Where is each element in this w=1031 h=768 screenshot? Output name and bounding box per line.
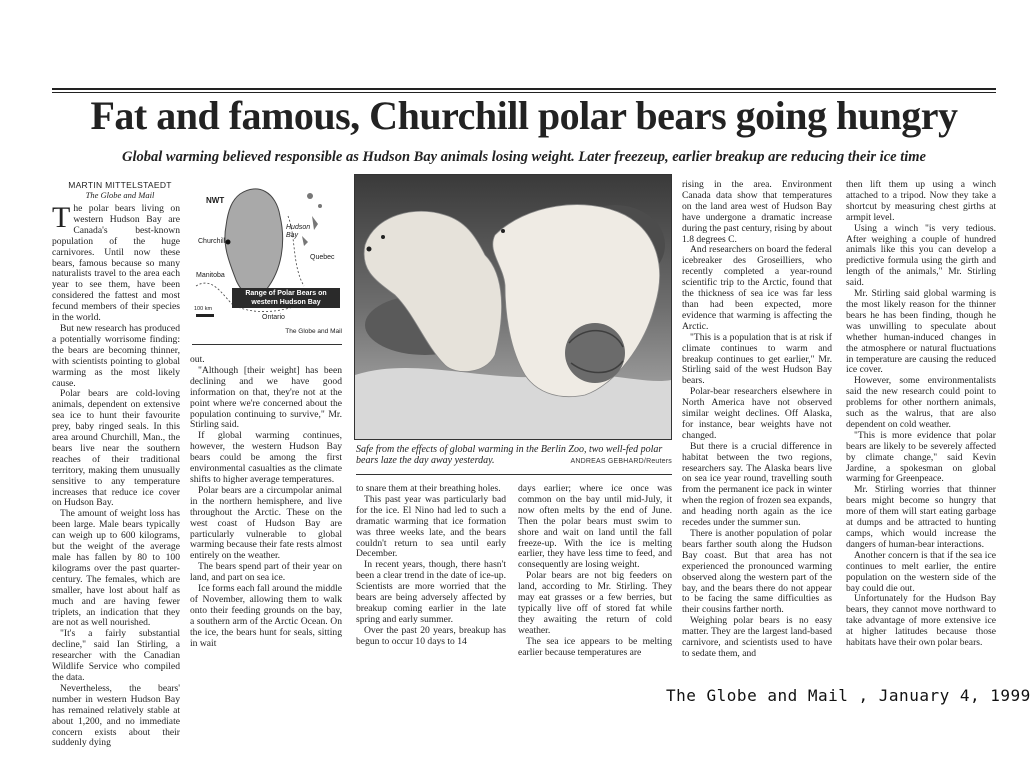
byline-publication: The Globe and Mail: [85, 190, 155, 200]
map-label-nwt: NWT: [206, 196, 225, 205]
paragraph: rising in the area. Environment Canada data show that temperatures on the land area west of Hudson Bay have undergone a dramatic increase during the past century, rising by about 1.8 degrees C.: [682, 179, 832, 245]
headline: Fat and famous, Churchill polar bears going hungry: [90, 93, 958, 138]
photo-caption: Safe from the effects of global warming in the Berlin Zoo, two well-fed polar bears laze the day away yesterday.: [356, 444, 663, 466]
caption-rule: [356, 474, 672, 475]
paragraph: But new research has produced a potentially worrisome finding: the bears are becoming thinner, with scientists pointing to global warming as the most likely cause.: [52, 322, 180, 389]
map-label-quebec: Quebec: [310, 254, 335, 261]
paragraph: Using a winch "is very tedious. After weighing a couple of hundred animals like this you can develop a predictive formula using the girth and length of the animals," Mr. Stirling said.: [846, 222, 996, 289]
paragraph: Nevertheless, the bears' number in western Hudson Bay has remained relatively stable at about 1,200, and no immediate concern exists about their suddenly dying: [52, 682, 180, 749]
map-credit: The Globe and Mail: [285, 328, 342, 335]
paragraph: Over the past 20 years, breakup has begun to occur 10 days to 14: [356, 624, 506, 647]
deck: Global warming believed responsible as Hudson Bay animals losing weight. Later freezeup, earlier breakup are reducing their ice time: [122, 149, 926, 165]
paragraph: Polar-bear researchers elsewhere in North America have not observed similar weight declines. Off Alaska, for instance, bear weights have not changed.: [682, 386, 832, 441]
column-2: [190, 355, 342, 690]
column-3: [356, 484, 506, 690]
map-label-hudson-bay: Hudson Bay: [286, 224, 311, 239]
column-1: [52, 180, 180, 749]
paragraph: "This is more evidence that polar bears are likely to be severely affected by climate change," said Kevin Jardine, a spokesman on global warming for Greenpeace.: [846, 429, 996, 485]
paragraph: Polar bears are a circumpolar animal in the northern hemisphere, and live throughout the Arctic. These on the west coast of Hudson Bay are particularly vulnerable to global warming because their fate rests almost entirely on the weather.: [190, 484, 342, 562]
photo-graphic: [355, 175, 671, 439]
drop-cap: T: [52, 201, 71, 234]
paragraph: to snare them at their breathing holes.: [356, 483, 501, 494]
paragraph: Polar bears are not big feeders on land, according to Mr. Stirling. They may eat grasses or a few berries, but typically live off of stored fat while they awaiting the return of cold weather.: [518, 570, 672, 636]
map-label-churchill: Churchill: [198, 238, 226, 245]
paragraph: The amount of weight loss has been large. Male bears typically can weigh up to 600 kilograms, but the weight of the average male has fallen by 80 to 100 kilograms over the past quarter-century. The females, which are smaller, have lost about half as much and are having fewer triplets, an indication that they are not as well nourished.: [52, 508, 180, 629]
polar-bears-photo: [354, 174, 672, 440]
paragraph: Unfortunately for the Hudson Bay bears, they cannot move northward to take advantage of more extensive ice at higher latitudes because those habitats have their own polar bears.: [846, 593, 996, 649]
map-label-ontario: Ontario: [262, 314, 285, 321]
byline: MARTIN MITTELSTAEDT: [68, 180, 172, 190]
paragraph: Another concern is that if the sea ice continues to melt earlier, the entire population on the western side of the bay could die out.: [846, 549, 996, 594]
column-5: [682, 180, 832, 680]
column-6: [846, 180, 996, 680]
map-bottom-rule: [192, 344, 342, 345]
column-4: [518, 484, 672, 690]
paragraph: "This is a population that is at risk if climate continues to warm and breakup continues to get earlier," Mr. Stirling said of the west Hudson Bay bears.: [682, 331, 832, 387]
paragraph: This past year was particularly bad for the ice. El Nino had led to such a dramatic warming that ice formation was three weeks late, and the bears couldn't return to sea until early December.: [356, 493, 506, 560]
paragraph: However, some environmentalists said the new research could point to problems for other northern animals, such as the walrus, that are also dependent on cold weather.: [846, 375, 996, 430]
paragraph: Mr. Stirling worries that thinner bears might become so hungry that more of them will start eating garbage at dumps and be attracted to hunting camps, which would increase the dangers of human-bear interactions.: [846, 484, 996, 550]
paragraph: Weighing polar bears is no easy matter. They are the largest land-based carnivore, and scientists used to have to sedate them, and: [682, 615, 832, 659]
handwritten-source-note: The Globe and Mail , January 4, 1999: [666, 686, 1031, 705]
paragraph: The polar bears living on western Hudson Bay are Canada's best-known population of the huge carnivores. Until now these bears, famous because so many naturalists travel to the area each year to see them, have been considered the fattest and most fecund members of their species in the world.: [52, 201, 180, 324]
paragraph: "It's a fairly substantial decline," said Ian Stirling, a researcher with the Canadian Wildlife Service who compiled the data.: [52, 628, 180, 683]
paragraph: If global warming continues, however, the western Hudson Bay bears could be among the first environmental casualties as the climate shifts to higher average temperatures.: [190, 430, 342, 485]
paragraph: out.: [190, 354, 205, 365]
map-legend: Range of Polar Bears on western Hudson Bay: [245, 290, 327, 306]
paragraph: Polar bears are cold-loving animals, dependent on extensive sea ice to hunt their favourite prey, baby ringed seals. In this area around Churchill, Man., the bears live near the southern reaches of their traditional territory, making them unusually sensitive to any temperature increases that reduce ice cover on Hudson Bay.: [52, 388, 180, 509]
map-scale-label: 100 km: [194, 306, 213, 312]
paragraph: then lift them up using a winch attached to a tripod. Now they take a shortcut by measuring chest girths at armpit level.: [846, 179, 996, 223]
paragraph: There is another population of polar bears farther south along the Hudson Bay coast. But that area has not experienced the pronounced warming observed along the western part of the bay, and the bears there do not appear to be facing the same difficulties as their cousins farther north.: [682, 528, 832, 616]
map-label-manitoba: Manitoba: [196, 272, 225, 279]
paragraph: The bears spend part of their year on land, and part on sea ice.: [190, 561, 342, 584]
paragraph: Ice forms each fall around the middle of November, allowing them to walk onto their feeding grounds on the bay, a southern arm of the Arctic Ocean. On the ice, the bears hunt for seals, sitting in wait: [190, 583, 342, 649]
paragraph: And researchers on board the federal icebreaker des Groseilliers, who recently completed a year-round scientific trip to the Arctic, found that the thickness of sea ice was far less than had been expected, more evidence that warming is affecting the Arctic.: [682, 244, 832, 332]
paragraph: Mr. Stirling said global warming is the most likely reason for the thinner bears he has been finding, though he was unwilling to speculate about whether human-induced changes in the atmosphere or natural fluctuations in temperature are causing the reduced ice cover.: [846, 288, 996, 376]
paragraph: In recent years, though, there hasn't been a clear trend in the date of ice-up. Scientists are more worried that the bears are being adversely affected by breakup coming earlier in the late spring and early summer.: [356, 559, 506, 625]
paragraph: "Although [their weight] has been declining and we have good information on that, they're not at the point where we're concerned about the population continuing to survive," Mr. Stirling said.: [190, 364, 342, 431]
ball: [565, 323, 625, 383]
hudson-bay-map: [192, 176, 342, 346]
photo-credit: ANDREAS GEBHARD/Reuters: [570, 458, 672, 465]
top-rule: [52, 88, 996, 90]
paragraph: The sea ice appears to be melting earlier because temperatures are: [518, 635, 672, 658]
paragraph: days earlier; where ice once was common on the bay until mid-July, it now often melts by the end of June. Then the polar bears must swim to shore and wait on land until the fall freeze-up. With the ice is melting earlier, they have less time to feed, and consequently are losing weight.: [518, 483, 672, 571]
paragraph: But there is a crucial difference in habitat between the two regions, researchers say. The Alaska bears live on sea ice year round, travelling south from the permanent ice pack in winter when the region of frozen sea expands, and heading north again as the ice recedes under the summer sun.: [682, 440, 832, 529]
